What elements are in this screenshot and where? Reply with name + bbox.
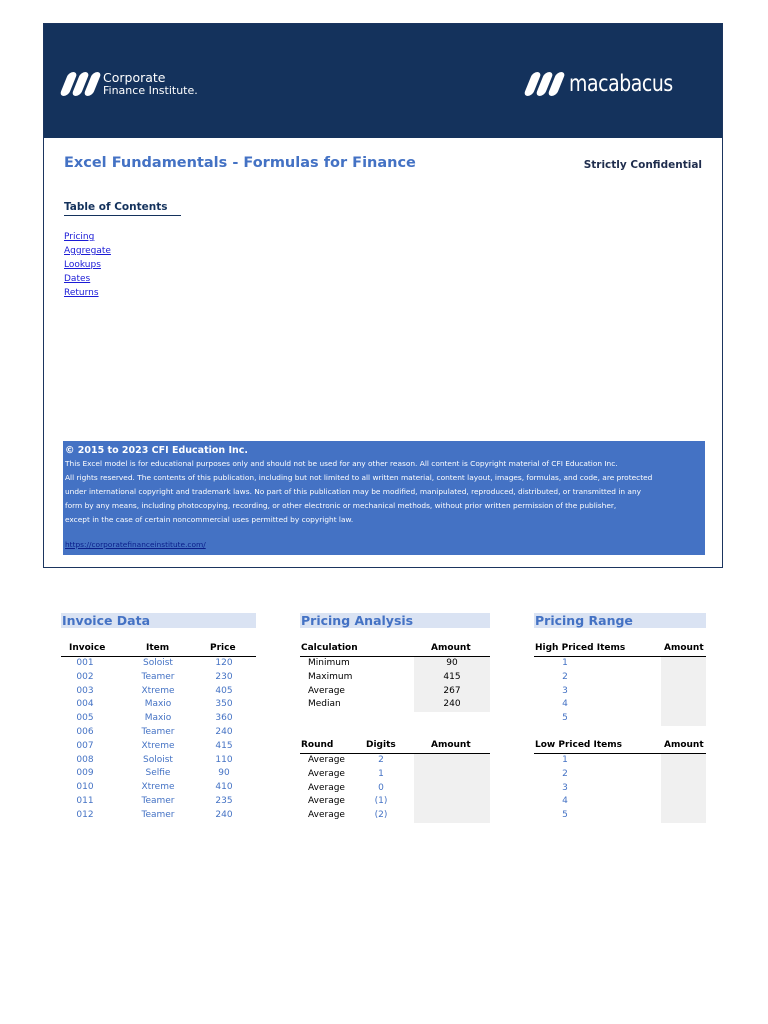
invoice-cell-number: 008 — [76, 754, 94, 765]
pricing-analysis-title: Pricing Analysis — [300, 613, 490, 628]
round-cell-label: Average — [308, 755, 345, 765]
low-cell-rank: 5 — [562, 810, 568, 821]
invoice-data-title: Invoice Data — [61, 613, 256, 628]
round-cell-label: Average — [308, 782, 345, 793]
low-cell-rank: 4 — [562, 796, 568, 807]
website-link[interactable]: https://corporatefinanceinstitute.com/ — [65, 540, 206, 549]
round-cell-digits: 1 — [378, 768, 384, 779]
high-cell-rank: 5 — [562, 713, 568, 724]
invoice-cell-number: 006 — [76, 727, 94, 737]
calc-header-amount: Amount — [431, 643, 471, 653]
invoice-cell-number: 002 — [76, 671, 94, 682]
invoice-cell-price: 360 — [215, 713, 233, 724]
invoice-header-price: Price — [210, 643, 236, 653]
high-cell-rank: 2 — [562, 671, 568, 682]
calc-cell-label: Average — [308, 685, 345, 696]
invoice-cell-price: 415 — [215, 740, 233, 751]
invoice-cell-number: 009 — [76, 768, 94, 779]
macabacus-logo-text: macabacus — [569, 71, 674, 97]
invoice-cell-number: 007 — [76, 740, 94, 751]
macabacus-slashes-icon — [528, 72, 561, 96]
high-cell-rank: 1 — [562, 658, 568, 668]
invoice-cell-price: 405 — [215, 685, 233, 696]
invoice-cell-price: 120 — [215, 658, 233, 668]
invoice-cell-item: Maxio — [144, 713, 172, 724]
pricing-range-title: Pricing Range — [534, 613, 706, 628]
invoice-cell-number: 003 — [76, 685, 94, 696]
legal-line: under international copyright and trademark laws. No part of this publication may be modified, manipulated, reproduced, distributed, or transmitted in any — [65, 487, 642, 496]
invoice-cell-number: 001 — [76, 658, 94, 668]
cfi-logo-line1: Corporate — [103, 70, 166, 85]
round-header-digits: Digits — [366, 740, 396, 750]
invoice-cell-price: 230 — [215, 671, 233, 682]
cover-sheet — [43, 23, 723, 568]
toc-link-returns[interactable]: Returns — [64, 288, 99, 298]
calc-header-calculation: Calculation — [301, 643, 358, 653]
invoice-cell-item: Xtreme — [141, 685, 175, 696]
low-cell-rank: 2 — [562, 768, 568, 779]
low-header-amount: Amount — [664, 740, 704, 750]
calc-cell-amount: 415 — [443, 671, 461, 682]
round-cell-digits: (2) — [374, 810, 388, 821]
cfi-logo — [64, 71, 198, 97]
calc-cell-label: Minimum — [308, 658, 350, 668]
invoice-cell-number: 011 — [76, 796, 94, 806]
high-header-items: High Priced Items — [535, 643, 626, 653]
confidential-label: Strictly Confidential — [583, 159, 702, 171]
calc-cell-label: Median — [308, 699, 341, 710]
invoice-cell-number: 004 — [76, 699, 94, 710]
round-header-round: Round — [301, 740, 334, 750]
cfi-logo-line2: Finance Institute. — [103, 84, 198, 97]
invoice-cell-price: 90 — [218, 768, 230, 779]
invoice-cell-item: Teamer — [141, 796, 175, 806]
high-amount-fill — [661, 657, 706, 726]
invoice-cell-number: 010 — [76, 782, 94, 793]
round-cell-label: Average — [308, 796, 345, 807]
toc-link-dates[interactable]: Dates — [64, 274, 91, 284]
cfi-slashes-icon — [64, 72, 97, 96]
calc-cell-amount: 240 — [443, 699, 461, 710]
legal-notice — [63, 441, 705, 555]
calc-cell-amount: 267 — [443, 685, 461, 696]
toc-heading: Table of Contents — [64, 201, 181, 216]
invoice-cell-item: Teamer — [141, 671, 175, 682]
macabacus-logo — [528, 71, 696, 97]
low-header-items: Low Priced Items — [535, 740, 622, 750]
invoice-cell-price: 350 — [215, 699, 233, 710]
round-cell-digits: (1) — [374, 796, 388, 807]
round-cell-label: Average — [308, 810, 345, 821]
invoice-cell-item: Soloist — [143, 658, 173, 668]
round-header-amount: Amount — [431, 740, 471, 750]
invoice-header-item: Item — [146, 643, 170, 653]
invoice-header-invoice: Invoice — [69, 643, 106, 653]
round-cell-digits: 0 — [378, 782, 384, 793]
invoice-cell-price: 240 — [215, 809, 233, 820]
low-cell-rank: 1 — [562, 755, 568, 765]
legal-line: except in the case of certain noncommercial uses permitted by copyright law. — [65, 515, 354, 524]
invoice-cell-item: Teamer — [141, 809, 175, 820]
invoice-cell-item: Maxio — [144, 699, 172, 710]
round-amount-fill — [414, 754, 490, 823]
invoice-cell-item: Xtreme — [141, 740, 175, 751]
toc-link-pricing[interactable]: Pricing — [64, 232, 95, 242]
low-amount-fill — [661, 754, 706, 823]
invoice-cell-price: 235 — [215, 796, 233, 806]
legal-line: This Excel model is for educational purposes only and should not be used for any other reason. All content is Copyright material of CFI Education Inc. — [65, 459, 618, 468]
legal-line: form by any means, including photocopying, recording, or other electronic or mechanical methods, without prior written permission of the publisher, — [65, 501, 617, 510]
toc-link-aggregate[interactable]: Aggregate — [64, 246, 111, 256]
invoice-cell-item: Xtreme — [141, 782, 175, 793]
invoice-cell-number: 012 — [76, 809, 94, 820]
invoice-cell-price: 110 — [215, 754, 233, 765]
invoice-cell-price: 240 — [215, 727, 233, 737]
invoice-cell-item: Soloist — [143, 754, 173, 765]
invoice-cell-item: Teamer — [141, 727, 175, 737]
low-cell-rank: 3 — [562, 782, 568, 793]
high-cell-rank: 4 — [562, 699, 568, 710]
invoice-cell-number: 005 — [76, 713, 94, 724]
round-cell-label: Average — [308, 768, 345, 779]
toc-links — [64, 230, 111, 300]
high-cell-rank: 3 — [562, 685, 568, 696]
high-header-amount: Amount — [664, 643, 704, 653]
round-cell-digits: 2 — [378, 755, 384, 765]
copyright-line: © 2015 to 2023 CFI Education Inc. — [65, 445, 249, 456]
document-title: Excel Fundamentals - Formulas for Finance — [64, 155, 416, 171]
calc-cell-label: Maximum — [308, 671, 353, 682]
header-banner — [44, 24, 722, 138]
invoice-cell-item: Selfie — [145, 768, 171, 779]
toc-link-lookups[interactable]: Lookups — [64, 260, 101, 270]
invoice-cell-price: 410 — [215, 782, 233, 793]
legal-line: All rights reserved. The contents of this publication, including but not limited to all written material, content layout, images, formulas, and code, are protected — [65, 473, 653, 482]
calc-cell-amount: 90 — [446, 658, 458, 668]
